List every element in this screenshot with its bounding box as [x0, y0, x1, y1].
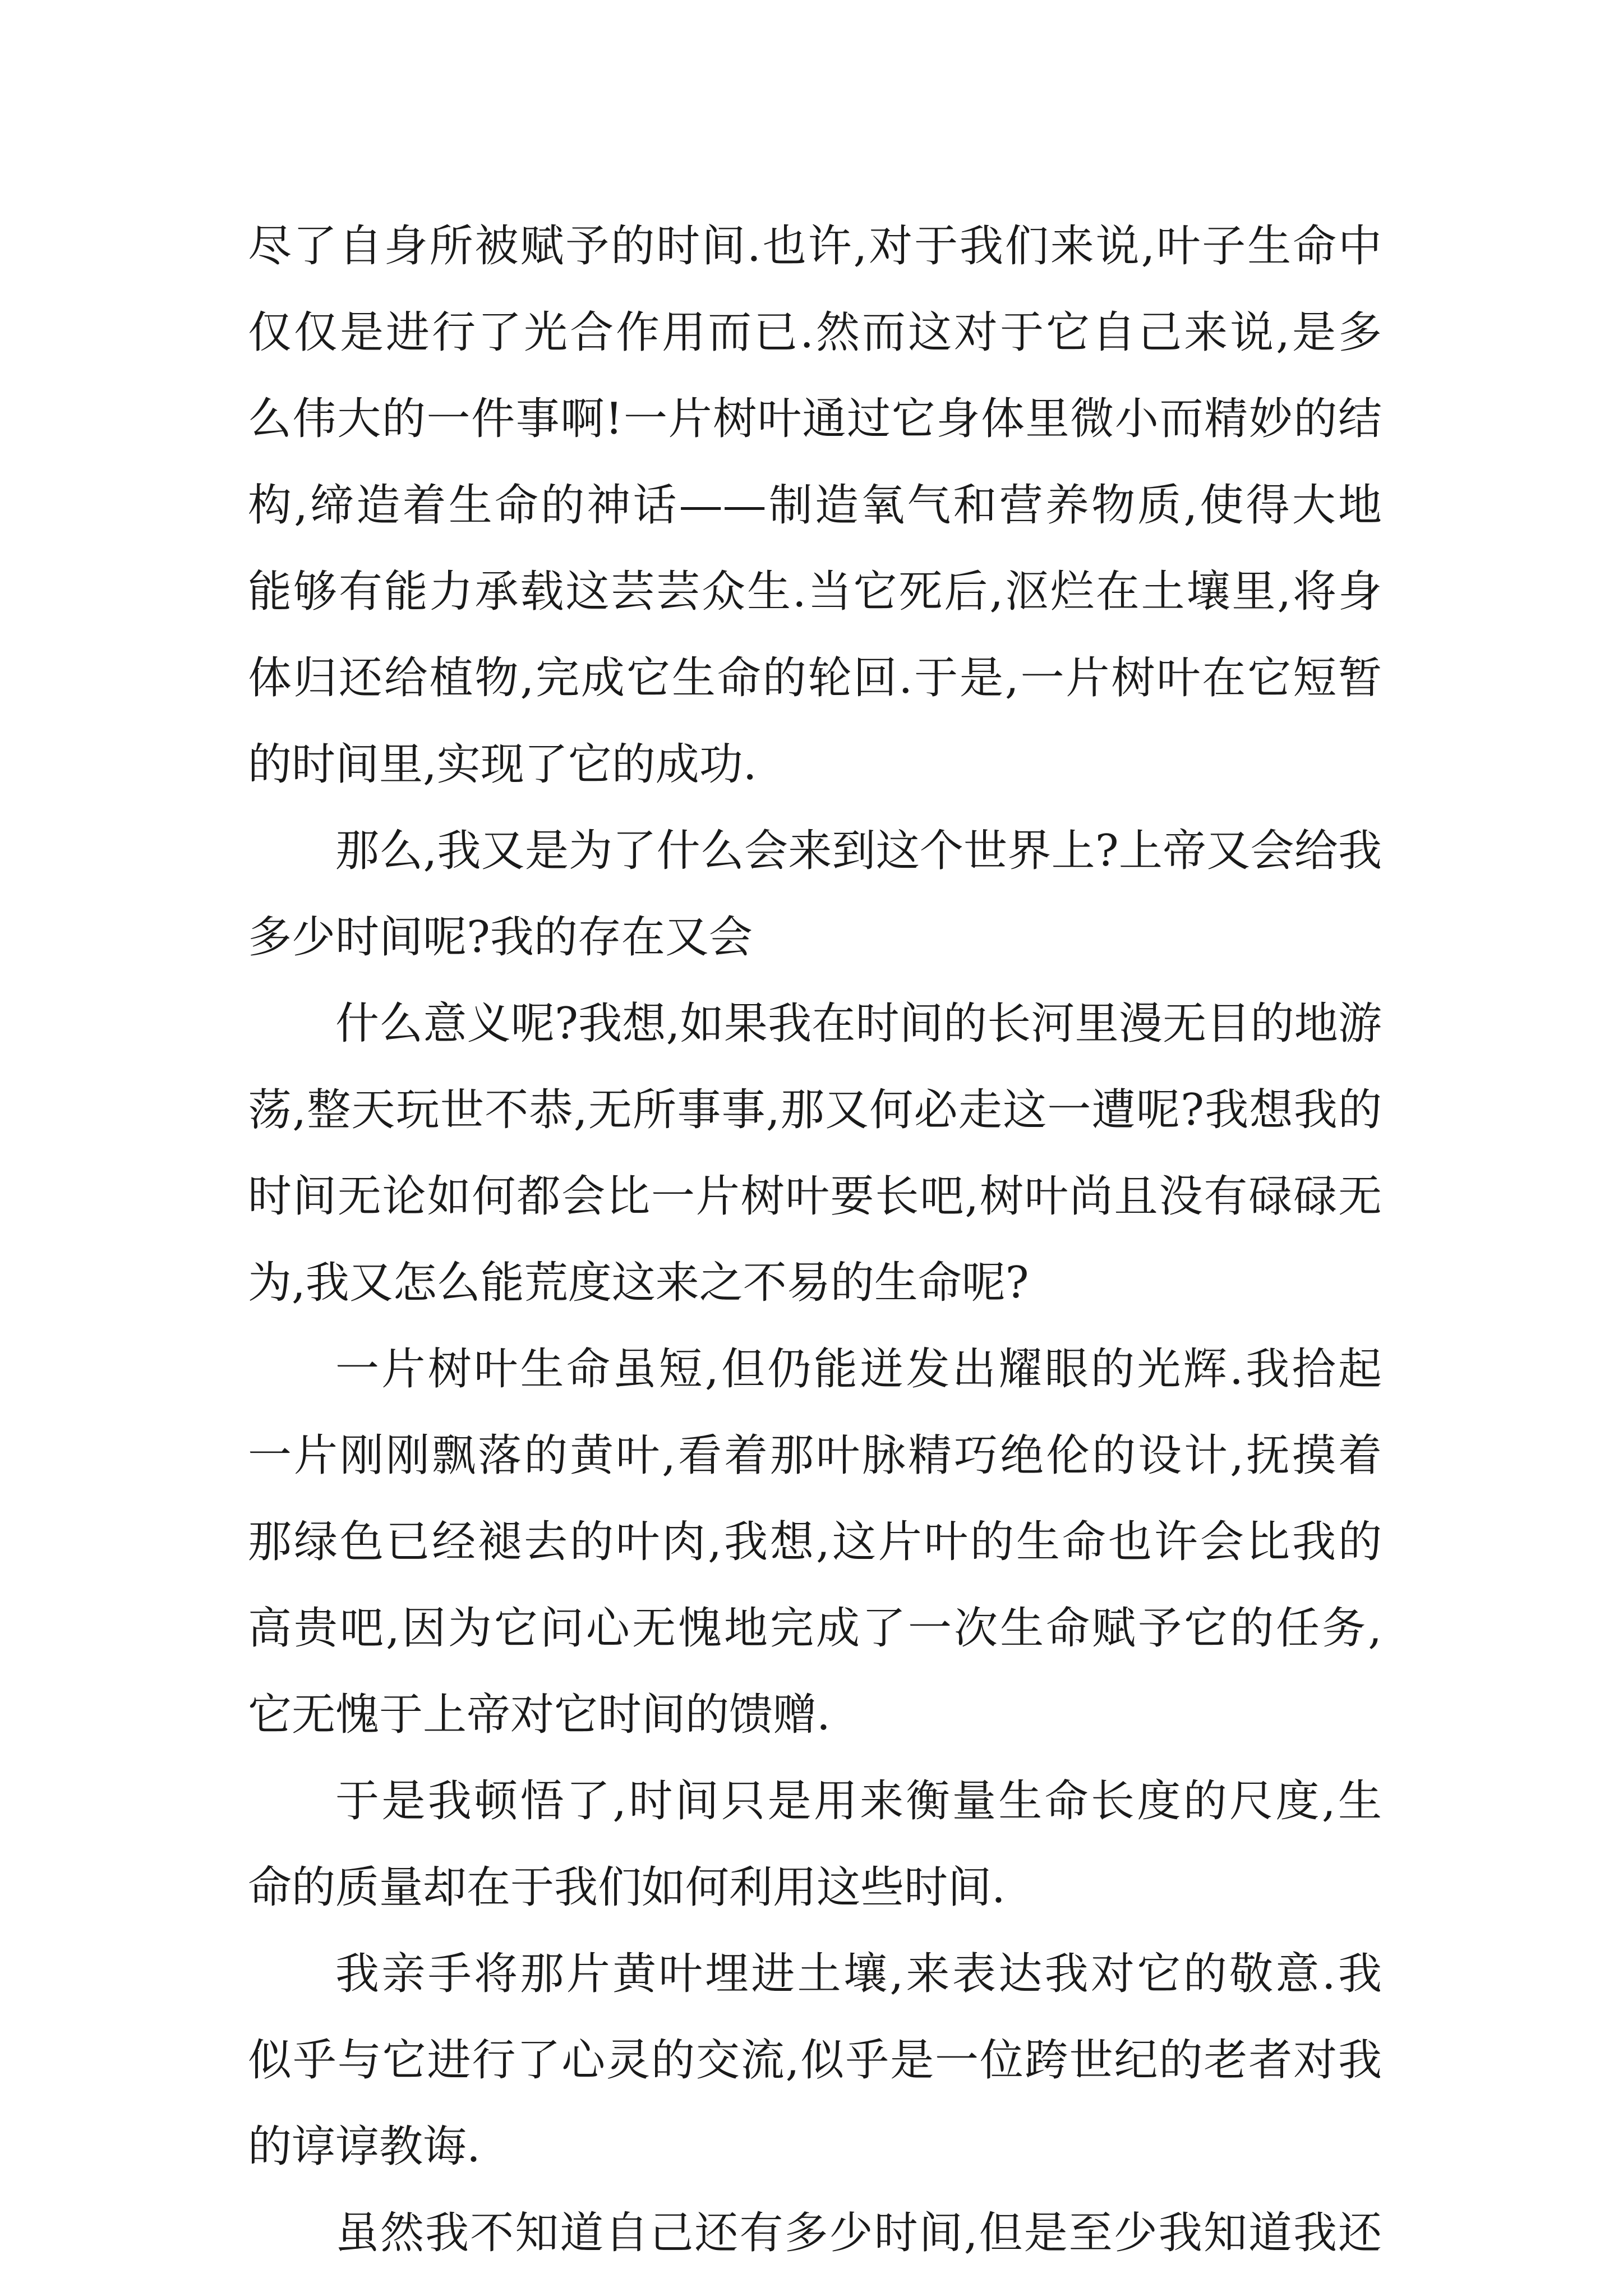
text-line: 么伟大的一件事啊!一片树叶通过它身体里微小而精妙的结	[248, 394, 1382, 444]
paragraph	[248, 1758, 1382, 1931]
paragraph	[248, 1326, 1382, 1758]
text-line: 一片刚刚飘落的黄叶,看着那叶脉精巧绝伦的设计,抚摸着	[248, 1430, 1382, 1481]
text-line: 命的质量却在于我们如何利用这些时间.	[248, 1862, 1006, 1913]
paragraph	[248, 981, 1382, 1326]
text-line: 虽然我不知道自己还有多少时间,但是至少我知道我还	[335, 2208, 1382, 2258]
text-line: 能够有能力承载这芸芸众生.当它死后,沤烂在土壤里,将身	[248, 567, 1382, 617]
text-line: 于是我顿悟了,时间只是用来衡量生命长度的尺度,生	[335, 1776, 1382, 1826]
text-line: 的谆谆教诲.	[248, 2122, 481, 2172]
text-line: 一片树叶生命虽短,但仍能迸发出耀眼的光辉.我拾起	[335, 1344, 1382, 1395]
text-line: 高贵吧,因为它问心无愧地完成了一次生命赋予它的任务,	[248, 1603, 1382, 1654]
paragraph	[248, 808, 1382, 981]
text-line: 那绿色已经褪去的叶肉,我想,这片叶的生命也许会比我的	[248, 1517, 1382, 1567]
paragraph	[248, 203, 1382, 808]
paragraph	[248, 1931, 1382, 2190]
text-line: 仅仅是进行了光合作用而已.然而这对于它自己来说,是多	[248, 307, 1382, 358]
text-line: 时间无论如何都会比一片树叶要长吧,树叶尚且没有碌碌无	[248, 1171, 1382, 1222]
text-line: 那么,我又是为了什么会来到这个世界上?上帝又会给我	[335, 826, 1382, 876]
text-line: 构,缔造着生命的神话——制造氧气和营养物质,使得大地	[248, 480, 1382, 531]
text-line: 多少时间呢?我的存在又会	[248, 912, 753, 963]
text-line: 尽了自身所被赋予的时间.也许,对于我们来说,叶子生命中	[248, 221, 1382, 272]
text-line: 我亲手将那片黄叶埋进土壤,来表达我对它的敬意.我	[335, 1949, 1382, 1999]
text-line: 的时间里,实现了它的成功.	[248, 739, 757, 790]
text-line: 为,我又怎么能荒度这来之不易的生命呢?	[248, 1258, 1029, 1308]
text-line: 荡,整天玩世不恭,无所事事,那又何必走这一遭呢?我想我的	[248, 1085, 1382, 1135]
body-text	[248, 203, 1382, 2276]
paragraph	[248, 2190, 1382, 2276]
text-line: 什么意义呢?我想,如果我在时间的长河里漫无目的地游	[335, 999, 1382, 1049]
text-line: 体归还给植物,完成它生命的轮回.于是,一片树叶在它短暂	[248, 653, 1382, 703]
text-line: 它无愧于上帝对它时间的馈赠.	[248, 1690, 831, 1740]
text-line: 似乎与它进行了心灵的交流,似乎是一位跨世纪的老者对我	[248, 2035, 1382, 2086]
